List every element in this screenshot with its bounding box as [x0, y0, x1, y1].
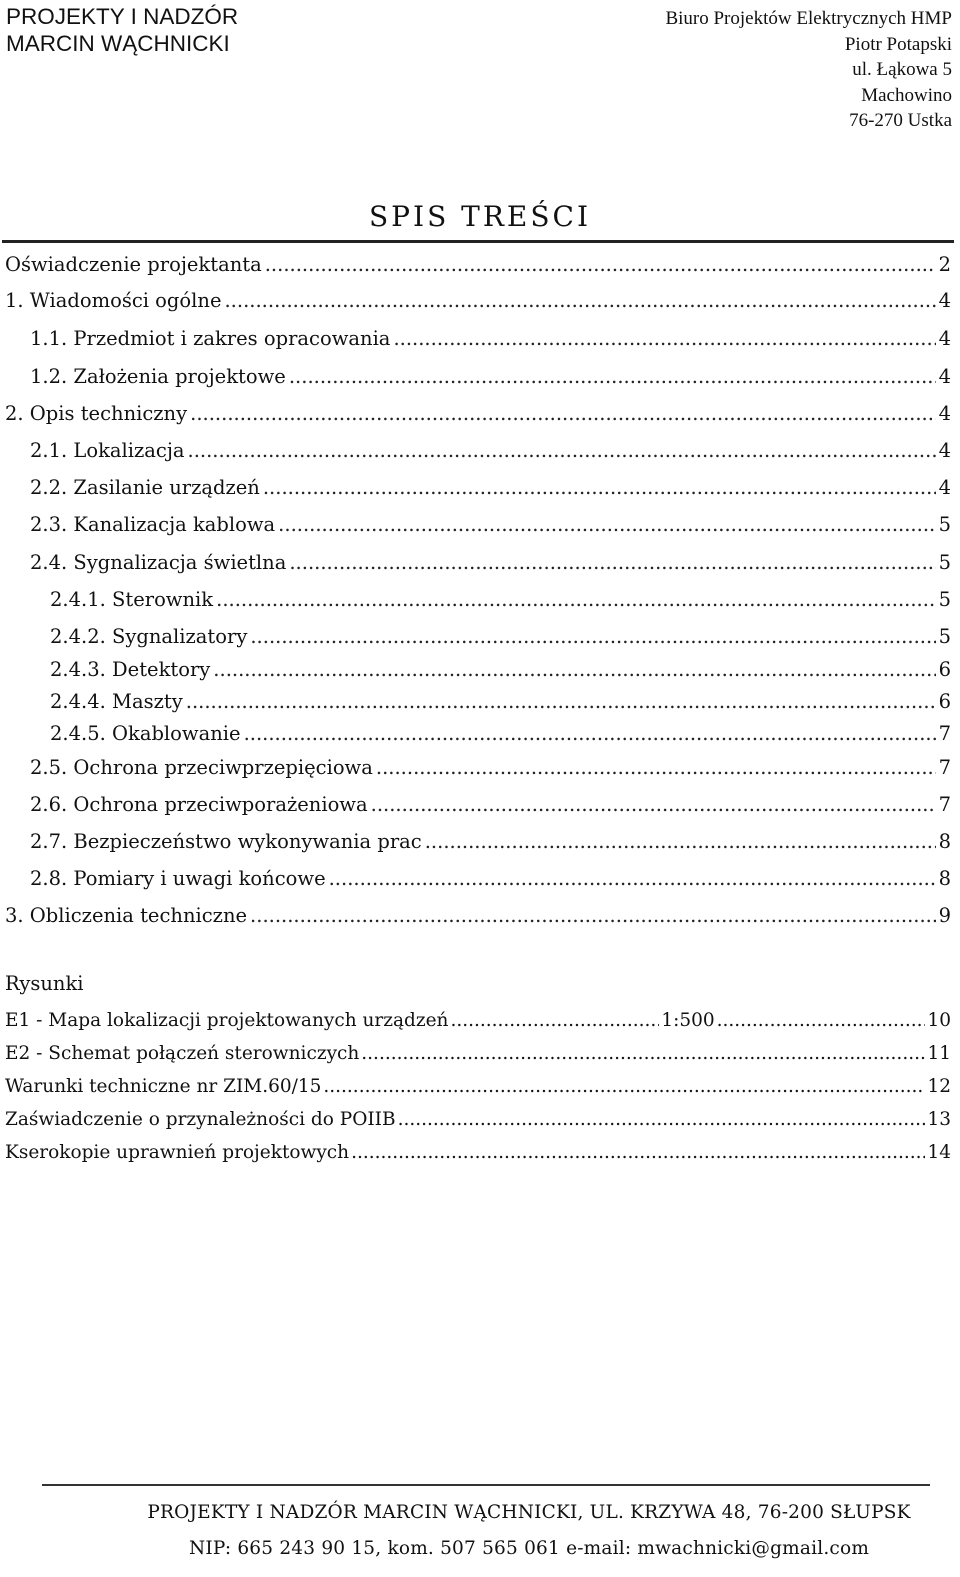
dot-leader	[398, 1103, 926, 1136]
toc-entry-page: 7	[938, 793, 951, 816]
toc-entry-page: 5	[938, 551, 951, 574]
toc-entry-label: 2.4.1. Sterownik	[50, 588, 214, 611]
toc-entry[interactable]	[30, 506, 951, 544]
dot-leader	[216, 581, 935, 619]
figure-entry[interactable]	[5, 1037, 951, 1070]
toc-entry[interactable]	[5, 897, 951, 935]
toc-entry-page: 4	[938, 327, 951, 350]
toc-entry-label: 2.4. Sygnalizacja świetlna	[30, 551, 287, 574]
figure-entry-label: Warunki techniczne nr ZIM.60/15	[5, 1076, 322, 1097]
toc-entry-page: 4	[938, 439, 951, 462]
toc-entry-page: 7	[938, 756, 951, 779]
toc-entry[interactable]	[30, 320, 951, 358]
dot-leader	[371, 786, 936, 824]
toc-title-rule	[2, 240, 954, 243]
toc-entry-label: 2.5. Ochrona przeciwprzepięciowa	[30, 756, 373, 779]
company-header	[6, 3, 238, 57]
toc-entry-page: 7	[938, 722, 951, 745]
dot-leader	[224, 282, 935, 320]
figure-entry-page: 12	[927, 1076, 951, 1097]
toc-entry-label: Oświadczenie projektanta	[5, 253, 262, 276]
figure-entry-label: E1 - Mapa lokalizacji projektowanych urządzeń	[5, 1010, 449, 1031]
toc-entry-label: 1. Wiadomości ogólne	[5, 289, 222, 312]
toc-entry-label: 2.6. Ochrona przeciwporażeniowa	[30, 793, 368, 816]
toc-entry-label: 2.2. Zasilanie urządzeń	[30, 476, 260, 499]
toc-entry-label: 2.4.4. Maszty	[50, 690, 183, 713]
figures-heading: Rysunki	[5, 972, 84, 995]
figure-entry-label: Zaświadczenie o przynależności do POIIB	[5, 1109, 396, 1130]
partner-street: ul. Łąkowa 5	[852, 59, 952, 80]
dot-leader	[329, 860, 936, 898]
toc-entry-label: 2.7. Bezpieczeństwo wykonywania prac	[30, 830, 422, 853]
toc-entry[interactable]	[30, 469, 951, 507]
company-owner-line: MARCIN WĄCHNICKI	[6, 31, 230, 56]
partner-person: Piotr Potapski	[844, 33, 952, 55]
figure-entry[interactable]	[5, 1136, 951, 1169]
dot-leader	[361, 1037, 925, 1070]
toc-entry[interactable]	[30, 749, 951, 787]
toc-entry-page: 6	[938, 658, 951, 681]
dot-leader	[278, 506, 935, 544]
figure-entry-label: E2 - Schemat połączeń sterowniczych	[5, 1043, 360, 1064]
toc-entry[interactable]	[5, 282, 951, 320]
toc-entry[interactable]	[30, 786, 951, 824]
toc-entry-page: 9	[938, 904, 951, 927]
figure-entry[interactable]	[5, 1103, 951, 1136]
toc-entry-page: 5	[938, 625, 951, 648]
toc-entry-label: 1.2. Założenia projektowe	[30, 365, 286, 388]
dot-leader	[250, 897, 936, 935]
figure-entry-label: Kserokopie uprawnień projektowych	[5, 1142, 350, 1163]
toc-entry-page: 8	[938, 867, 951, 890]
figure-entry[interactable]	[5, 1004, 951, 1037]
toc-entry[interactable]	[30, 823, 951, 861]
figure-entry-page: 14	[927, 1142, 951, 1163]
footer-address: PROJEKTY I NADZÓR MARCIN WĄCHNICKI, UL. KRZYWA 48, 76-200 SŁUPSK	[147, 1502, 911, 1523]
company-name-line: PROJEKTY I NADZÓR	[6, 4, 239, 29]
toc-entry-page: 4	[938, 289, 951, 312]
dot-leader	[263, 469, 936, 507]
toc-entry[interactable]	[30, 432, 951, 470]
dot-leader	[190, 395, 935, 433]
toc-entry[interactable]	[50, 715, 951, 753]
toc-entry-label: 2.3. Kanalizacja kablowa	[30, 513, 276, 536]
toc-entry-page: 4	[938, 365, 951, 388]
toc-entry-page: 6	[938, 690, 951, 713]
dot-leader	[323, 1070, 925, 1103]
toc-entry[interactable]	[30, 544, 951, 582]
toc-entry-label: 3. Obliczenia techniczne	[5, 904, 248, 927]
dot-leader	[244, 715, 936, 753]
toc-entry-label: 1.1. Przedmiot i zakres opracowania	[30, 327, 391, 350]
toc-entry-label: 2.1. Lokalizacja	[30, 439, 185, 462]
toc-entry[interactable]	[30, 860, 951, 898]
toc-entry[interactable]	[30, 358, 951, 396]
toc-entry-label: 2.4.3. Detektory	[50, 658, 211, 681]
dot-leader	[717, 1004, 926, 1037]
toc-entry[interactable]	[50, 581, 951, 619]
dot-leader	[289, 358, 936, 396]
dot-leader	[265, 246, 936, 284]
dot-leader	[425, 823, 936, 861]
toc-entry-page: 4	[938, 476, 951, 499]
toc-entry-page: 4	[938, 402, 951, 425]
dot-leader	[393, 320, 935, 358]
partner-address-block	[665, 6, 952, 134]
figure-entry-page: 10	[927, 1010, 952, 1031]
toc-entry-page: 5	[938, 588, 951, 611]
figure-entry-page: 13	[927, 1109, 951, 1130]
partner-city: Machowino	[861, 84, 952, 106]
toc-entry-page: 5	[938, 513, 951, 536]
toc-entry-label: 2.8. Pomiary i uwagi końcowe	[30, 867, 326, 890]
footer-contact: NIP: 665 243 90 15, kom. 507 565 061 e-mail: mwachnicki@gmail.com	[188, 1538, 870, 1559]
toc-entry-label: 2.4.5. Okablowanie	[50, 722, 241, 745]
toc-entry-page: 2	[938, 253, 951, 276]
figure-entry-scale: 1:500	[661, 1010, 715, 1031]
toc-entry[interactable]	[5, 395, 951, 433]
dot-leader	[376, 749, 936, 787]
dot-leader	[351, 1136, 925, 1169]
toc-entry-label: 2. Opis techniczny	[5, 402, 188, 425]
footer-rule	[42, 1484, 930, 1486]
partner-company: Biuro Projektów Elektrycznych HMP	[665, 8, 952, 29]
partner-postcode: 76-270 Ustka	[849, 110, 952, 131]
figure-entry[interactable]	[5, 1070, 951, 1103]
toc-title: SPIS TREŚCI	[368, 200, 592, 233]
figure-entry-page: 11	[927, 1043, 951, 1064]
toc-entry-page: 8	[938, 830, 951, 853]
toc-entry[interactable]	[5, 246, 951, 284]
dot-leader	[188, 432, 936, 470]
toc-entry-label: 2.4.2. Sygnalizatory	[50, 625, 248, 648]
dot-leader	[289, 544, 935, 582]
dot-leader	[450, 1004, 659, 1037]
